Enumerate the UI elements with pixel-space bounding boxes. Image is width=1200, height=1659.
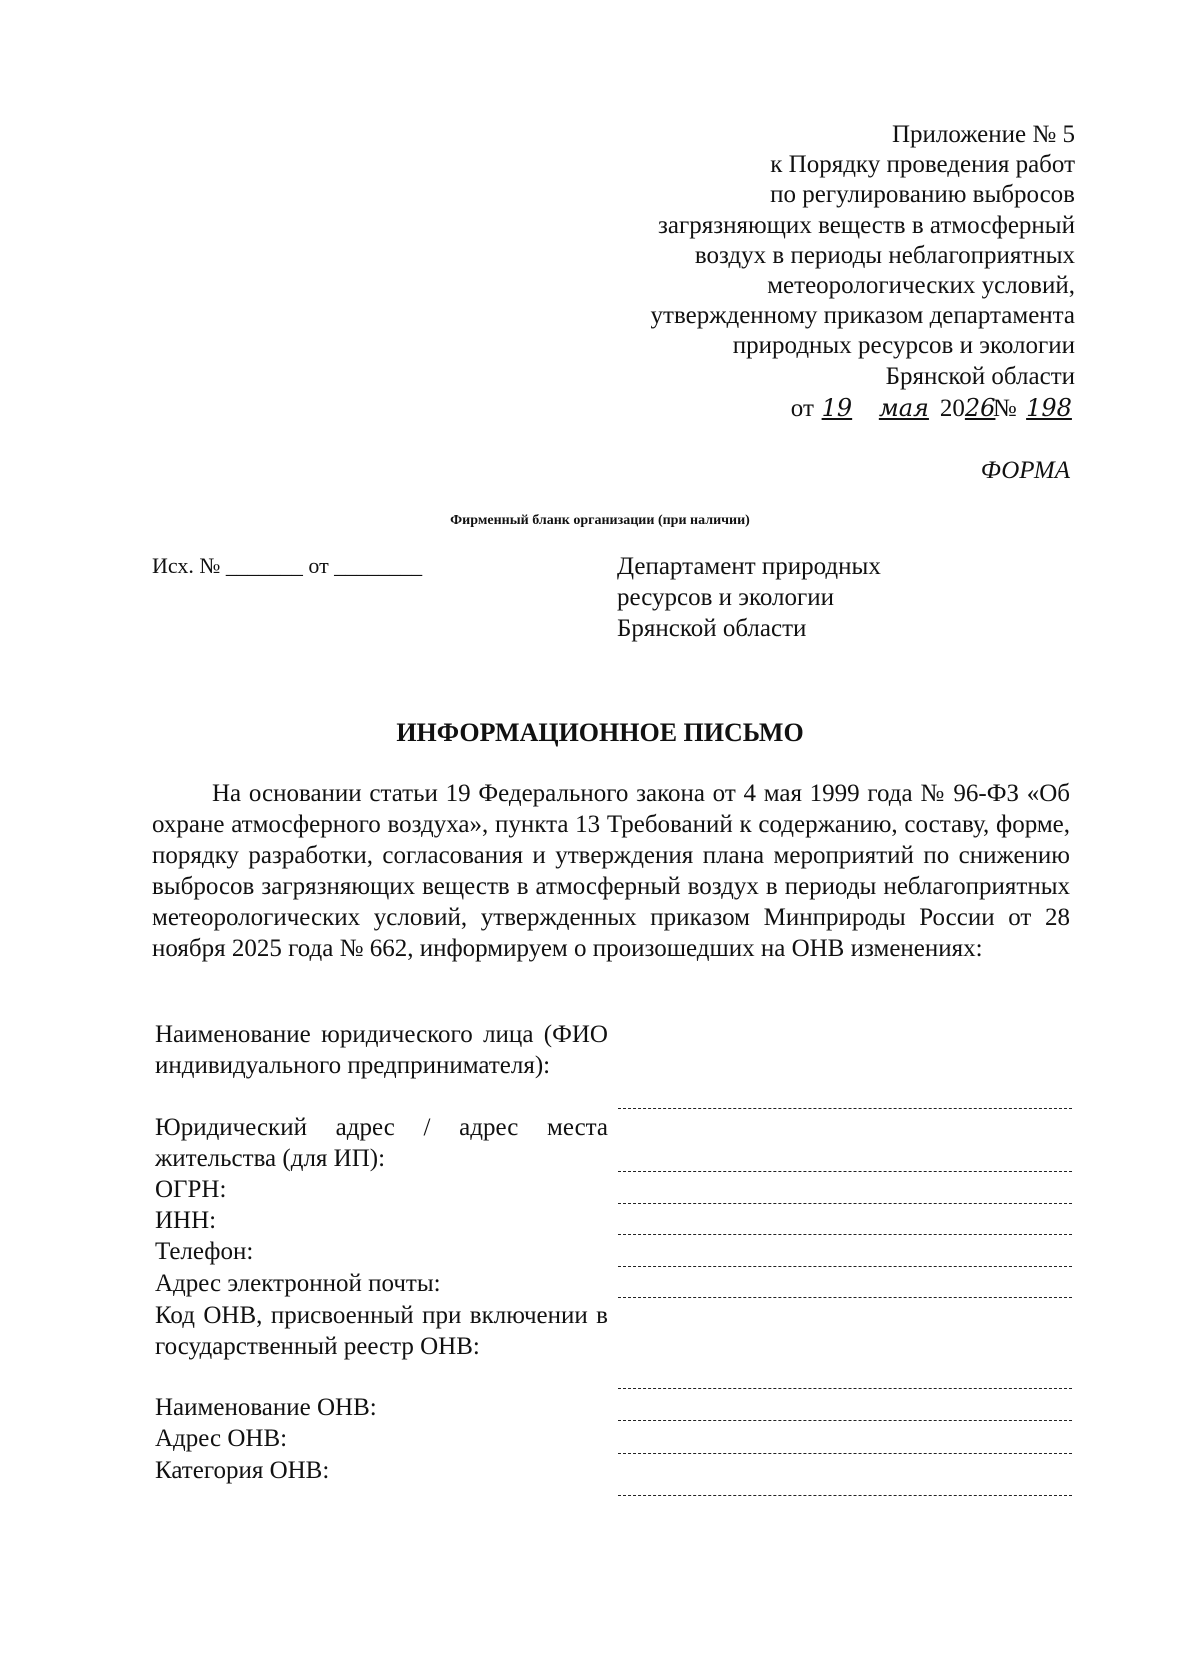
date-month: мая (878, 393, 929, 422)
addressee-line: Департамент природных (617, 553, 881, 580)
order-date-line (651, 393, 1075, 424)
addressee-block (617, 551, 881, 644)
order-number: 198 (1026, 393, 1072, 422)
field-label-ogrn: ОГРН: (155, 1176, 227, 1203)
fill-line-inn[interactable] (618, 1234, 1072, 1235)
fill-line-phone[interactable] (618, 1266, 1072, 1267)
fill-line-onv-name[interactable] (618, 1420, 1072, 1421)
body-paragraph: На основании статьи 19 Федерального закона от 4 мая 1999 года № 96-ФЗ «Об охране атмосферного воздуха», пункта 13 Требований к содержанию, составу, форме, порядку разработки, согласования и утверждения плана мероприятий по снижению выбросов загрязняющих веществ в атмосферный воздух в периоды неблагоприятных метеорологических условий, утвержденных приказом Минприроды России от 28 ноября 2025 года № 662, информируем о произошедших на ОНВ изменениях: (152, 780, 1070, 962)
number-sign: № (992, 394, 1017, 422)
addressee-line: Брянской области (617, 615, 807, 642)
addressee-line: ресурсов и экологии (617, 584, 835, 611)
fill-line-onv-category[interactable] (618, 1495, 1072, 1496)
field-label-onv-address: Адрес ОНВ: (155, 1425, 288, 1452)
appendix-line: по регулированию выбросов (770, 181, 1075, 209)
appendix-line: к Порядку проведения работ (770, 151, 1075, 179)
field-label-onv-name: Наименование ОНВ: (155, 1394, 377, 1421)
appendix-line: Брянской области (885, 362, 1075, 390)
date-year-prefix: 20 (939, 394, 965, 422)
date-day: 19 (821, 393, 853, 422)
document-title: ИНФОРМАЦИОННОЕ ПИСЬМО (396, 718, 804, 747)
fill-line-legal-name[interactable] (618, 1108, 1072, 1109)
fill-line-email[interactable] (618, 1297, 1072, 1298)
field-label-email: Адрес электронной почты: (155, 1270, 441, 1297)
field-label-phone: Телефон: (155, 1238, 254, 1265)
date-prefix: от (790, 394, 814, 422)
fill-line-onv-code[interactable] (618, 1388, 1072, 1389)
field-label-legal-address: Юридический адрес / адрес места жительства (для ИП): (155, 1114, 608, 1172)
appendix-line: утвержденному приказом департамента (650, 302, 1075, 330)
appendix-line: Приложение № 5 (891, 121, 1075, 148)
appendix-line: воздух в периоды неблагоприятных (694, 241, 1075, 269)
field-label-inn: ИНН: (155, 1207, 217, 1234)
fill-line-legal-address[interactable] (618, 1171, 1072, 1172)
outgoing-number: Исх. № _______ от ________ (152, 553, 423, 578)
letterhead-note: Фирменный бланк организации (при наличии) (450, 513, 750, 528)
date-year-suffix: 26 (964, 393, 996, 422)
field-label-onv-code: Код ОНВ, присвоенный при включении в государственный реестр ОНВ: (155, 1302, 608, 1360)
appendix-block (651, 120, 1075, 424)
fill-line-onv-address[interactable] (618, 1453, 1072, 1454)
field-label-onv-category: Категория ОНВ: (155, 1457, 330, 1484)
appendix-line: метеорологических условий, (767, 272, 1075, 300)
fill-line-ogrn[interactable] (618, 1203, 1072, 1204)
appendix-line: загрязняющих веществ в атмосферный (658, 211, 1075, 239)
form-label: ФОРМА (980, 457, 1070, 484)
field-label-legal-name: Наименование юридического лица (ФИО индивидуального предпринимателя): (155, 1021, 608, 1079)
appendix-line: природных ресурсов и экологии (732, 332, 1075, 360)
